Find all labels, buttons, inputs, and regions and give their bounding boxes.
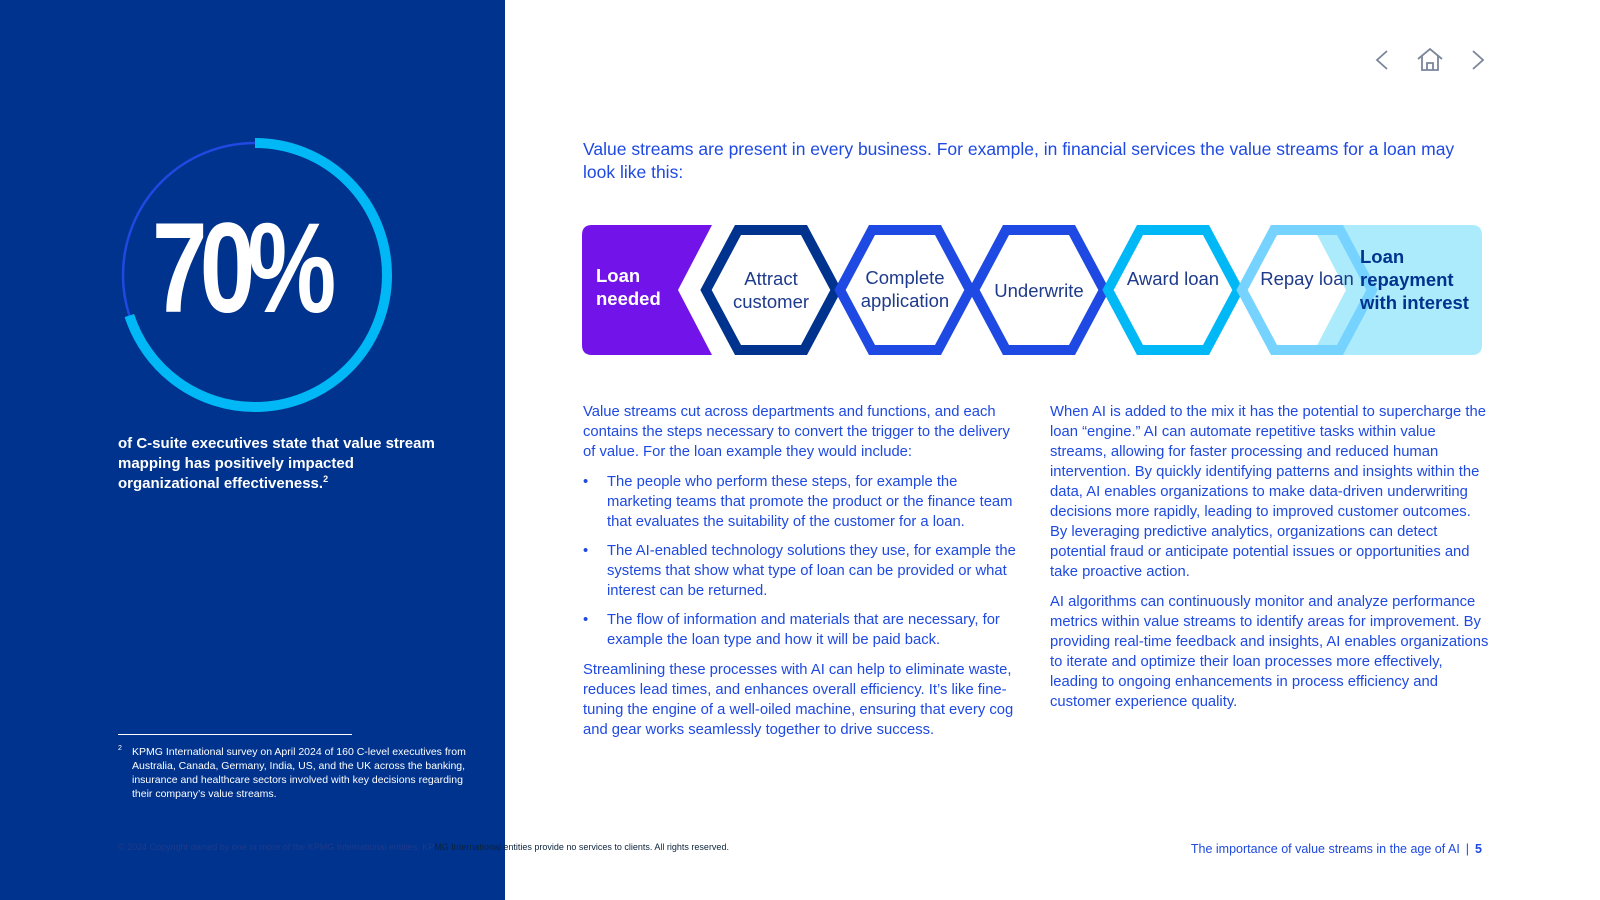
footnote-divider: [118, 734, 352, 735]
page-number: 5: [1475, 842, 1482, 856]
stat-footnote-marker: 2: [323, 474, 329, 484]
copyright: [118, 842, 729, 852]
document-title: The importance of value streams in the age of AI: [1190, 842, 1460, 856]
bullet-item: • The people who perform these steps, for example the marketing teams that promote the product or the finance team that evaluates the suitability of the customer for a loan.: [583, 472, 1018, 532]
flow-outcome-label: Loan repayment with interest: [1360, 246, 1469, 313]
bullet-list: [583, 472, 1018, 650]
copyright-part-1: © 2024 Copyright owned by one or more of the KPMG International entities. KP: [118, 842, 435, 852]
next-page-button[interactable]: [1462, 44, 1494, 76]
left-paragraph-1: Value streams cut across departments and functions, and each contains the steps necessary to convert the trigger to the delivery of value. For the loan example they would include:: [583, 404, 1010, 460]
flow-step-4-shape: [1108, 230, 1238, 350]
right-paragraph-1: When AI is added to the mix it has the potential to supercharge the loan “engine.” AI can automate repetitive tasks within value streams, allowing for faster processing and reduced human intervention. By quickly identifying patterns and insights within the data, AI enables organizations to make data-driven underwriting decisions more rapidly, leading to improved customer outcomes. By leveraging predictive analytics, organizations can detect potential fraud or anticipate potential issues or opportunities and take proactive action.: [1050, 404, 1486, 580]
footnote: [118, 745, 478, 801]
footer-separator: |: [1465, 842, 1470, 856]
page-navigation: [1366, 44, 1494, 76]
stat-caption: [118, 434, 448, 494]
footnote-text: KPMG International survey on April 2024 of 160 C-level executives from Australia, Canada, Germany, India, US, and the UK across the banking, insurance and healthcare sectors involved with key decisions regarding their company’s value streams.: [132, 746, 466, 800]
footnote-number: 2: [118, 745, 122, 752]
intro-text: Value streams are present in every business. For example, in financial services the value streams for a loan may look like this:: [583, 139, 1455, 182]
page-footer: [1191, 842, 1482, 856]
right-paragraph-2: AI algorithms can continuously monitor and analyze performance metrics within value streams to identify areas for improvement. By providing real-time feedback and insights, AI enables organizations to iterate and optimize their loan processes more effectively, leading to ongoing enhancements in process efficiency and customer experience quality.: [1050, 594, 1489, 710]
bullet-item: • The AI-enabled technology solutions they use, for example the systems that show what type of loan can be provided or what interest can be returned.: [583, 541, 1018, 601]
flow-step-1-label: Attract customer: [732, 268, 810, 312]
home-button[interactable]: [1414, 44, 1446, 76]
bullet-item: • The flow of information and materials that are necessary, for example the loan type and how it will be paid back.: [583, 610, 1018, 650]
flow-step-5-label: Repay loan: [1260, 268, 1354, 289]
flow-trigger-label: Loan needed: [596, 265, 661, 309]
flow-step-4-label: Award loan: [1126, 268, 1220, 289]
chevron-left-icon: [1372, 48, 1392, 72]
copyright-part-2: MG International entities provide no services to clients. All rights reserved.: [434, 842, 729, 852]
right-column: [1050, 402, 1490, 722]
stat-caption-text: of C-suite executives state that value stream mapping has positively impacted organizational effectiveness.: [118, 435, 435, 492]
previous-page-button[interactable]: [1366, 44, 1398, 76]
chevron-right-icon: [1468, 48, 1488, 72]
flow-step-3-label: Underwrite: [994, 280, 1084, 301]
home-icon: [1416, 47, 1444, 73]
value-stream-diagram: [582, 225, 1482, 355]
flow-step-2-label: Complete application: [860, 267, 950, 311]
stat-value: 70%: [152, 197, 329, 340]
left-column: [583, 402, 1018, 750]
left-paragraph-2: Streamlining these processes with AI can help to eliminate waste, reduces lead times, and enhances overall efficiency. It’s like fine-tuning the engine of a well-oiled machine, ensuring that every cog and gear works seamlessly together to drive success.: [583, 662, 1014, 738]
